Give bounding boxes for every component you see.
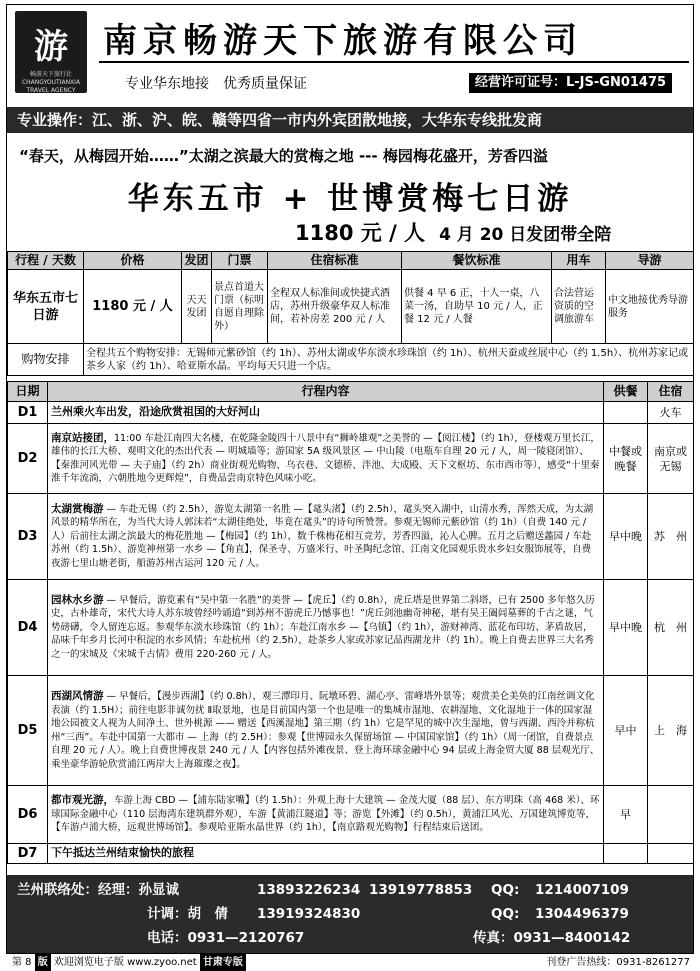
day-stay	[648, 786, 694, 844]
day-text: 车游上海 CBD —【浦东陆家嘴】（约 1.5h）：外观上海十大建筑 — 金茂大厦（88 层）、东方明珠（高 468 米）、环球国际金融中心（110 层海湾东建筑群外观），车游【黄浦江隧道】等；游览【外滩】（约 0.5h），黄浦江风光、万国建筑博览等，【车游卢浦大桥，远观世博场馆】。参观哈亚斯水晶世界（约 1h），【南京路观光购物】行程结束后送团。	[51, 795, 600, 834]
header-divider	[99, 61, 689, 63]
summary-row	[8, 270, 694, 344]
day-lead: 都市观光游，	[51, 794, 114, 807]
day-text: 11:00 车赴江南四大名楼，在乾隆金陵四十八景中有“狮岭雄观”之美誉的 —【阅江楼】（约 1h），登楼观万里长江，雄伟的长江大桥、观明文化的杰出代表 — 明城墙等；游国家 5A 级风景区 — 中山陵（电瓶车自理 20 元 / 人，周一陵寝闭馆）、【秦淮河风光带 — 夫子庙】（约 2h）商业街观光购物、乌衣巷、文德桥、泮池、大成殿、天下文枢坊、东市西市等），感受“十里秦淮千年流淌，六朝胜地今更辉煌”，自费品尝南京特色风味小吃。	[51, 432, 600, 484]
itinerary-row-d1	[8, 402, 694, 424]
day-content	[48, 494, 604, 580]
day-stay: 火车	[648, 402, 694, 424]
summary-header-row	[8, 252, 694, 270]
itinerary-row-d3	[8, 494, 694, 580]
day-meal	[604, 402, 648, 424]
edition-tag: 甘肃专版	[200, 954, 246, 971]
license-badge: 经营许可证号：L-JS-GN01475	[469, 73, 672, 93]
header	[7, 5, 693, 108]
itinerary-row-d4	[8, 580, 694, 676]
page-badge: 版	[35, 954, 51, 971]
office-fax: 传真：0931—8400142	[473, 930, 631, 946]
day-content	[48, 786, 604, 844]
day-meal: 早中晚	[604, 494, 648, 580]
day-label: D3	[8, 494, 48, 580]
tour-price: 1180 元 / 人	[295, 221, 426, 245]
qq-label: QQ:	[491, 906, 520, 922]
page-footer	[0, 954, 700, 971]
planner-phone: 13919324830	[257, 906, 361, 922]
qq-label: QQ:	[491, 882, 520, 898]
col-stay: 住宿	[648, 382, 694, 402]
manager-qq: 1214007109	[535, 882, 629, 898]
price-cell: 1180 元 / 人	[84, 270, 182, 344]
day-content	[48, 580, 604, 676]
day-text: — 早餐后，【漫步西湖】（约 0.8h），观三潭印月、阮墩环碧、湖心亭、雷峰塔外景等；观赏美仑美奂的江南丝调文化表演（约 1.5H）；前往电影非诚勿扰 Ⅱ取景地，也是目前国内第一个也是唯一的集城市湿地、农耕湿地、文化湿地于一体的国家湿地公园被文人视为人间净土、世外桃源 —— 赠送【西溪湿地】第三期（约 1h）它是罕见的城中次生湿地，曾与西湖、西泠并称杭州“三西”。车赴中国第一大都市 — 上海（约 2.5H）：参观【世博园永久保留场馆 — 中国国家馆】（约 1h）（周一闭馆，自费景点自理 20 元 / 人）。晚上自费世博夜景 240 元 / 人【内容包括外滩夜景、登上海环球金融中心 94 层或上海金贸大厦 88 层观光厅、乘坐豪华游轮欣赏浦江两岸大上海璀璨之夜】。	[51, 691, 600, 770]
shopping-row	[8, 344, 694, 376]
shopping-label: 购物安排	[8, 344, 84, 376]
day-label: D5	[8, 676, 48, 786]
logo-glyph: 游	[34, 27, 68, 67]
day-meal: 早中晚	[604, 580, 648, 676]
footer-website: 欢迎浏览电子版 www.zyoo.net	[53, 957, 197, 968]
contact-row-manager	[7, 879, 693, 901]
vehicle-cell: 合法营运资质的空调旅游车	[552, 270, 606, 344]
day-lead: 园林水乡游	[51, 593, 104, 606]
day-meal: 早中	[604, 676, 648, 786]
day-stay: 杭 州	[648, 580, 694, 676]
col-depart: 发团	[182, 252, 212, 270]
day-label: D1	[8, 402, 48, 424]
day-meal: 中餐或晚餐	[604, 424, 648, 494]
office-phone: 电话：0931—2120767	[147, 930, 305, 946]
manager-label: 兰州联络处：经理：孙显诚	[17, 882, 179, 898]
manager-phone-1: 13893226234	[257, 882, 361, 898]
hotel-cell: 全程双人标准间或快捷式酒店，苏州升级豪华双人标准间，若补房差 200 元 / 人	[268, 270, 402, 344]
day-meal: 早	[604, 786, 648, 844]
day-content	[48, 424, 604, 494]
company-name: 南京畅游天下旅游有限公司	[103, 21, 583, 61]
page-number: 第 8	[12, 957, 32, 968]
guide-cell: 中文地接优秀导游服务	[606, 270, 694, 344]
itinerary-row-d2	[8, 424, 694, 494]
tour-title: 华东五市 + 世博赏梅七日游	[127, 181, 573, 217]
page	[6, 4, 694, 954]
col-hotel: 住宿标准	[268, 252, 402, 270]
tagline: “春天，从梅园开始……”太湖之滨最大的赏梅之地 --- 梅园梅花盛开，芳香四溢	[19, 147, 548, 165]
itinerary-table	[7, 381, 694, 864]
contact-row-planner	[7, 903, 693, 925]
col-date: 日期	[8, 382, 48, 402]
contact-row-phone	[7, 927, 693, 949]
col-price: 价格	[84, 252, 182, 270]
day-meal	[604, 844, 648, 864]
day-text: — 早餐后，游览素有“吴中第一名胜”的美誉 —【虎丘】（约 0.8h），虎丘塔是世界第二斜塔，已有 2500 多年悠久历史，古朴雄奇，宋代大诗人苏东坡曾经吟诵道“到苏州不游虎丘乃憾事也！”虎丘剑池幽奇神秘，堪有吴王阖闾墓葬的千古之谜，气势磅礴，令人留连忘返。参观华东淡水珍珠馆（约 1h）；车赴江南水乡 —【乌镇】（约 1h），游财神湾、蓝花布印坊、茅盾故居，品味千年乡月长河中积淀的水乡风情；车赴杭州（约 2.5h），赴茶乡人家或苏家记品西湖龙井（约 1h）。晚上自费去世界三大名秀之一的宋城及《宋城千古情》费用 220-260 元 / 人。	[51, 594, 595, 660]
day-content	[48, 844, 604, 864]
col-meals: 餐饮标准	[402, 252, 552, 270]
col-content: 行程内容	[48, 382, 604, 402]
logo-subtitle: 畅游天下旅行社 CHANGYOUTIANXIA TRAVEL AGENCY	[21, 71, 81, 94]
route-cell: 华东五市七日游	[8, 270, 84, 344]
contact-block	[7, 875, 693, 953]
meals-cell: 供餐 4 早 6 正，十人一桌，八菜一汤，自助早 10 元 / 人，正餐 12 元 / 人餐	[402, 270, 552, 344]
col-tickets: 门票	[212, 252, 268, 270]
departure-info: 4 月 20 日发团带全陪	[439, 225, 612, 245]
col-vehicle: 用车	[552, 252, 606, 270]
day-lead: 太湖赏梅游	[51, 502, 104, 515]
day-label: D6	[8, 786, 48, 844]
summary-table	[7, 251, 694, 376]
itinerary-row-d5	[8, 676, 694, 786]
shopping-cell: 全程共五个购物安排：无锡师元紫砂馆（约 1h）、苏州太湖或华东淡水珍珠馆（约 1h）、杭州天蚕或丝展中心（约 1.5h）、杭州苏家记或茶乡人家（约 1h）、哈亚斯水晶。平均每天只进一个店。	[84, 344, 694, 376]
col-meal: 供餐	[604, 382, 648, 402]
itinerary-row-d7	[8, 844, 694, 864]
day-content	[48, 402, 604, 424]
day-stay: 上 海	[648, 676, 694, 786]
day-lead: 南京站接团，	[51, 431, 114, 444]
ad-hotline: 刊登广告热线：0931-8261277	[546, 957, 690, 968]
operations-bar: 专业操作：江、浙、沪、皖、赣等四省一市内外宾团散地接，大华东专线批发商	[7, 107, 693, 133]
manager-phone-2: 13919778853	[369, 882, 473, 898]
day-stay	[648, 844, 694, 864]
day-content	[48, 676, 604, 786]
tickets-cell: 景点首道大门票（标明自愿自理除外）	[212, 270, 268, 344]
itinerary-header-row	[8, 382, 694, 402]
day-label: D4	[8, 580, 48, 676]
itinerary-row-d6	[8, 786, 694, 844]
company-logo	[15, 11, 87, 93]
day-text: — 车赴无锡（约 2.5h），游览太湖第一名胜 —【鼋头渚】（约 2.5h），鼋头突入湖中，山清水秀，浑然天成，为太湖风景的精华所在，为当代大诗人郭沫若“太湖佳绝处，毕竟在鼋头”的诗句所赞誉。参观无锡师元紫砂馆（约 1h）（自费 140 元 / 人）后前往太湖之滨最大的梅花胜地 —【梅园】（约 1h），数千株梅花相互竞芳，芳香四溢，沁人心脾。五月之后赠送蠡园 / 车赴苏州（约 1.5h）、游览神州第一水乡 —【角直】，保圣寺、万盛米行、叶圣陶纪念馆、江南文化园观乐贵水乡妇女服饰展等，自费夜游七里山塘老街，船游苏州古运河 120 元 / 人。	[51, 503, 594, 569]
footer-left	[12, 954, 246, 971]
planner-qq: 1304496379	[535, 906, 629, 922]
depart-cell: 天天发团	[182, 270, 212, 344]
company-slogan: 专业华东地接 优秀质量保证	[125, 76, 307, 92]
col-guide: 导游	[606, 252, 694, 270]
planner-label: 计调：胡 倩	[147, 906, 228, 922]
col-route: 行程 / 天数	[8, 252, 84, 270]
day-stay: 苏 州	[648, 494, 694, 580]
day-label: D7	[8, 844, 48, 864]
day-stay: 南京或无锡	[648, 424, 694, 494]
day-lead: 下午抵达兰州结束愉快的旅程	[51, 846, 194, 860]
day-label: D2	[8, 424, 48, 494]
price-line	[295, 217, 611, 247]
day-lead: 兰州乘火车出发，沿途欣赏祖国的大好河山	[51, 405, 260, 419]
day-lead: 西湖风情游	[51, 690, 104, 702]
